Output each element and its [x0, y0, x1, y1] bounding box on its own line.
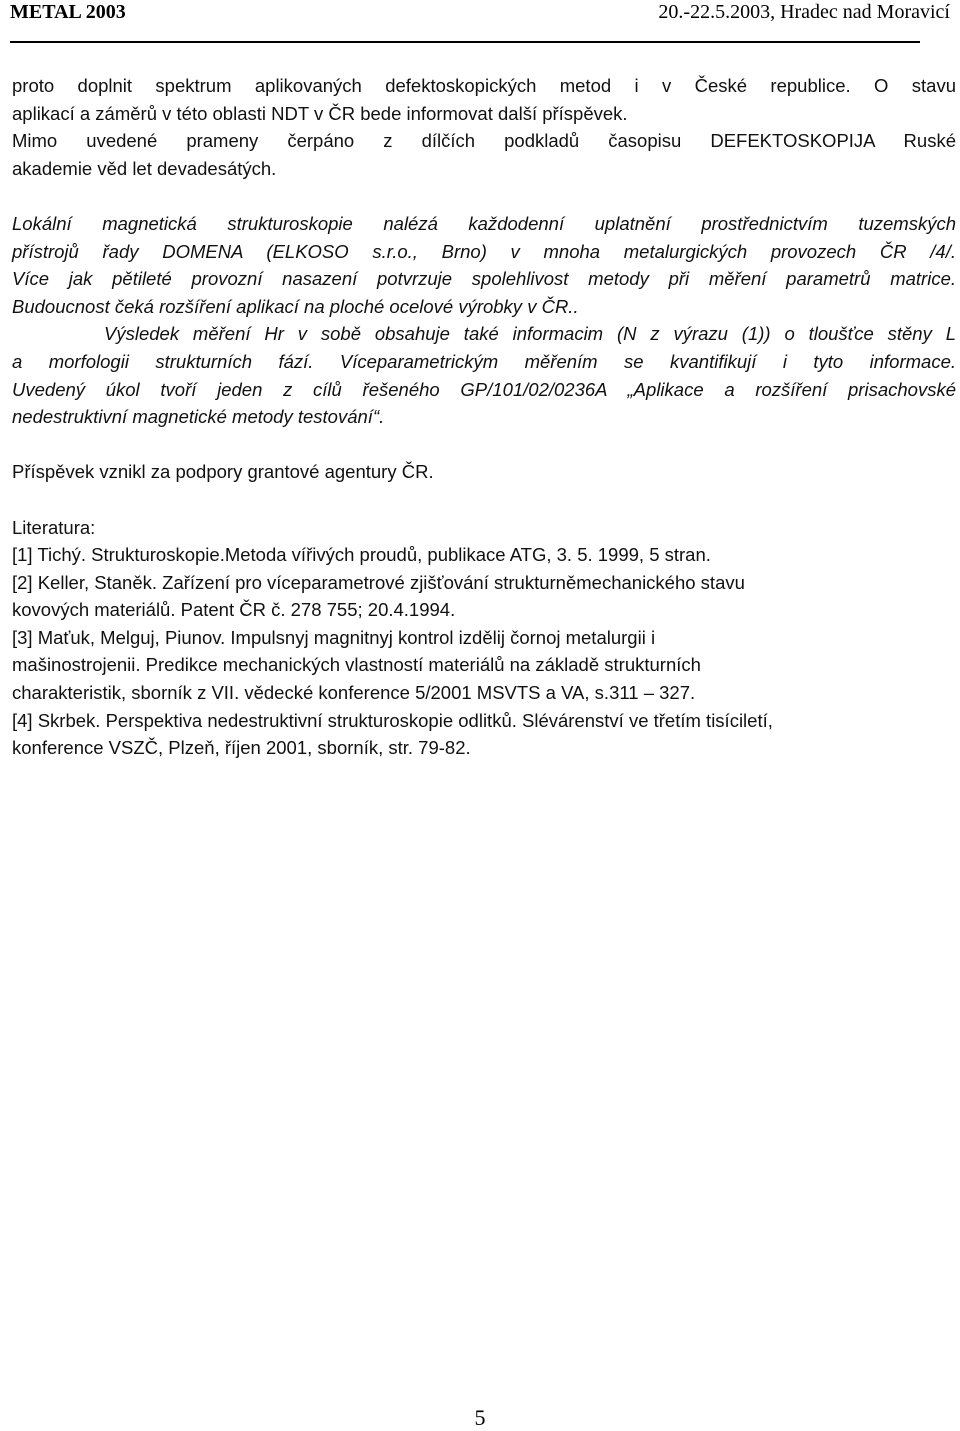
reference-line: kovových materiálů. Patent ČR č. 278 755; 20.4.1994. [12, 599, 456, 621]
text-line: nedestruktivní magnetické metody testování“. [12, 406, 385, 428]
text-line: Výsledek měření Hr v sobě obsahuje také informacim (N z výrazu (1)) o tloušťce stěny L [104, 323, 956, 345]
text-line: a morfologii strukturních fází. Víceparametrickým měřením se kvantifikují i tyto informace. [12, 350, 956, 372]
paragraph-magnetic-structuroscopy [12, 210, 956, 431]
paragraph-intro [12, 72, 956, 182]
text-line: Uvedený úkol tvoří jeden z cílů řešeného GP/101/02/0236A „Aplikace a rozšíření prisachovské [12, 378, 956, 400]
page-header [10, 0, 950, 30]
text-line: Budoucnost čeká rozšíření aplikací na ploché ocelové výrobky v ČR.. [12, 295, 579, 317]
reference-line: [2] Keller, Staněk. Zařízení pro víceparametrové zjišťování strukturněmechanického stavu [12, 571, 745, 593]
document-body [12, 72, 956, 762]
text-line: aplikací a záměrů v této oblasti NDT v ČR bede informovat další příspěvek. [12, 102, 628, 124]
literature-section [12, 514, 956, 762]
text-line: přístrojů řady DOMENA (ELKOSO s.r.o., Brno) v mnoha metalurgických provozech ČR /4/. [12, 240, 956, 262]
reference-line: [3] Maťuk, Melguj, Piunov. Impulsnyj magnitnyj kontrol izdělij čornoj metalurgii i [12, 626, 656, 648]
acknowledgement [12, 458, 956, 486]
reference-line: konference VSZČ, Plzeň, říjen 2001, sborník, str. 79-82. [12, 737, 471, 759]
text-line: Více jak pětileté provozní nasazení potvrzuje spolehlivost metody při měření parametrů matrice. [12, 268, 956, 290]
text-line: proto doplnit spektrum aplikovaných defektoskopických metod i v České republice. O stavu [12, 75, 956, 96]
paragraph-gap [12, 182, 956, 210]
reference-line: [4] Skrbek. Perspektiva nedestruktivní strukturoskopie odlitků. Slévárenství ve třetím tisíciletí, [12, 709, 773, 731]
conference-title: METAL 2003 [10, 1, 126, 23]
page-number: 5 [474, 1405, 486, 1430]
text-line: akademie věd let devadesátých. [12, 157, 277, 179]
reference-line: mašinostrojenii. Predikce mechanických vlastností materiálů na základě strukturních [12, 654, 701, 676]
reference-line: charakteristik, sborník z VII. vědecké konference 5/2001 MSVTS a VA, s.311 – 327. [12, 682, 696, 704]
text-line: Příspěvek vznikl za podpory grantové agentury ČR. [12, 461, 434, 483]
header-divider [10, 41, 920, 43]
conference-date-location: 20.-22.5.2003, Hradec nad Moravicí [658, 1, 950, 23]
text-line: Lokální magnetická strukturoskopie nalézá každodenní uplatnění prostřednictvím tuzemských [12, 212, 956, 234]
literature-heading: Literatura: [12, 516, 96, 538]
reference-line: [1] Tichý. Strukturoskopie.Metoda vířivých proudů, publikace ATG, 3. 5. 1999, 5 stran. [12, 544, 711, 566]
paragraph-gap [12, 431, 956, 459]
text-line: Mimo uvedené prameny čerpáno z dílčích podkladů časopisu DEFEKTOSKOPIJA Ruské [12, 130, 956, 152]
paragraph-gap [12, 486, 956, 514]
